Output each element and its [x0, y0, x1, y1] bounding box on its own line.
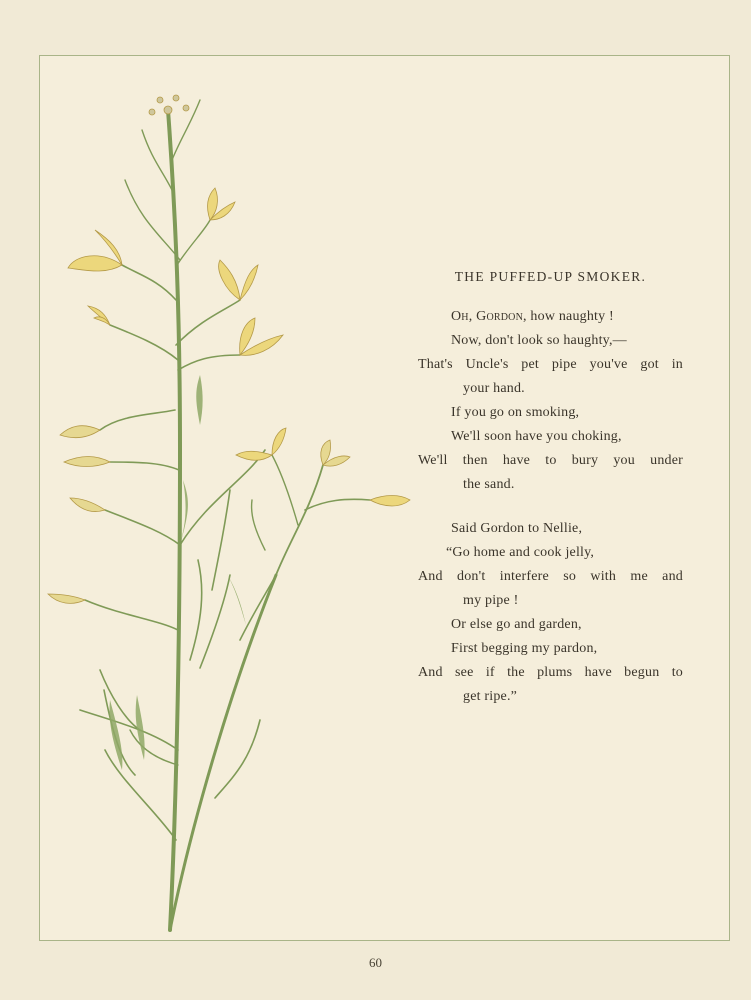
poem-word: , how naughty !	[523, 309, 614, 324]
poem-title: THE PUFFED-UP SMOKER.	[454, 269, 647, 284]
wildflower-illustration	[40, 70, 420, 940]
stanza-1	[418, 305, 683, 497]
flower	[68, 230, 122, 271]
poem-line: We'll soon have you choking,	[451, 429, 622, 444]
poem-line: “Go home and cook jelly,	[446, 545, 595, 560]
poem-line: That's Uncle's pet pipe you've got in	[418, 357, 683, 372]
poem-line: And don't interfere so with me and	[418, 569, 683, 584]
poem	[418, 265, 683, 709]
poem-line: the sand.	[463, 477, 515, 492]
poem-line: Said Gordon to Nellie,	[451, 521, 583, 536]
stanza-gap	[418, 497, 683, 517]
poem-line	[418, 305, 683, 329]
main-stem	[168, 110, 180, 930]
poem-line: get ripe.”	[463, 689, 518, 704]
poem-line: If you go on smoking,	[451, 405, 580, 420]
poem-line: Now, don't look so haughty,—	[451, 333, 627, 348]
poem-word: Oh,	[451, 309, 477, 324]
poem-line: We'll then have to bury you under	[418, 453, 683, 468]
page-number: 60	[369, 955, 382, 970]
poem-line: And see if the plums have begun to	[418, 665, 683, 680]
poem-line: First begging my pardon,	[451, 641, 598, 656]
poem-line: my pipe !	[463, 593, 519, 608]
stanza-2	[418, 517, 683, 709]
poem-line: Or else go and garden,	[451, 617, 582, 632]
poem-name: Gordon	[476, 309, 524, 324]
poem-line: your hand.	[463, 381, 525, 396]
